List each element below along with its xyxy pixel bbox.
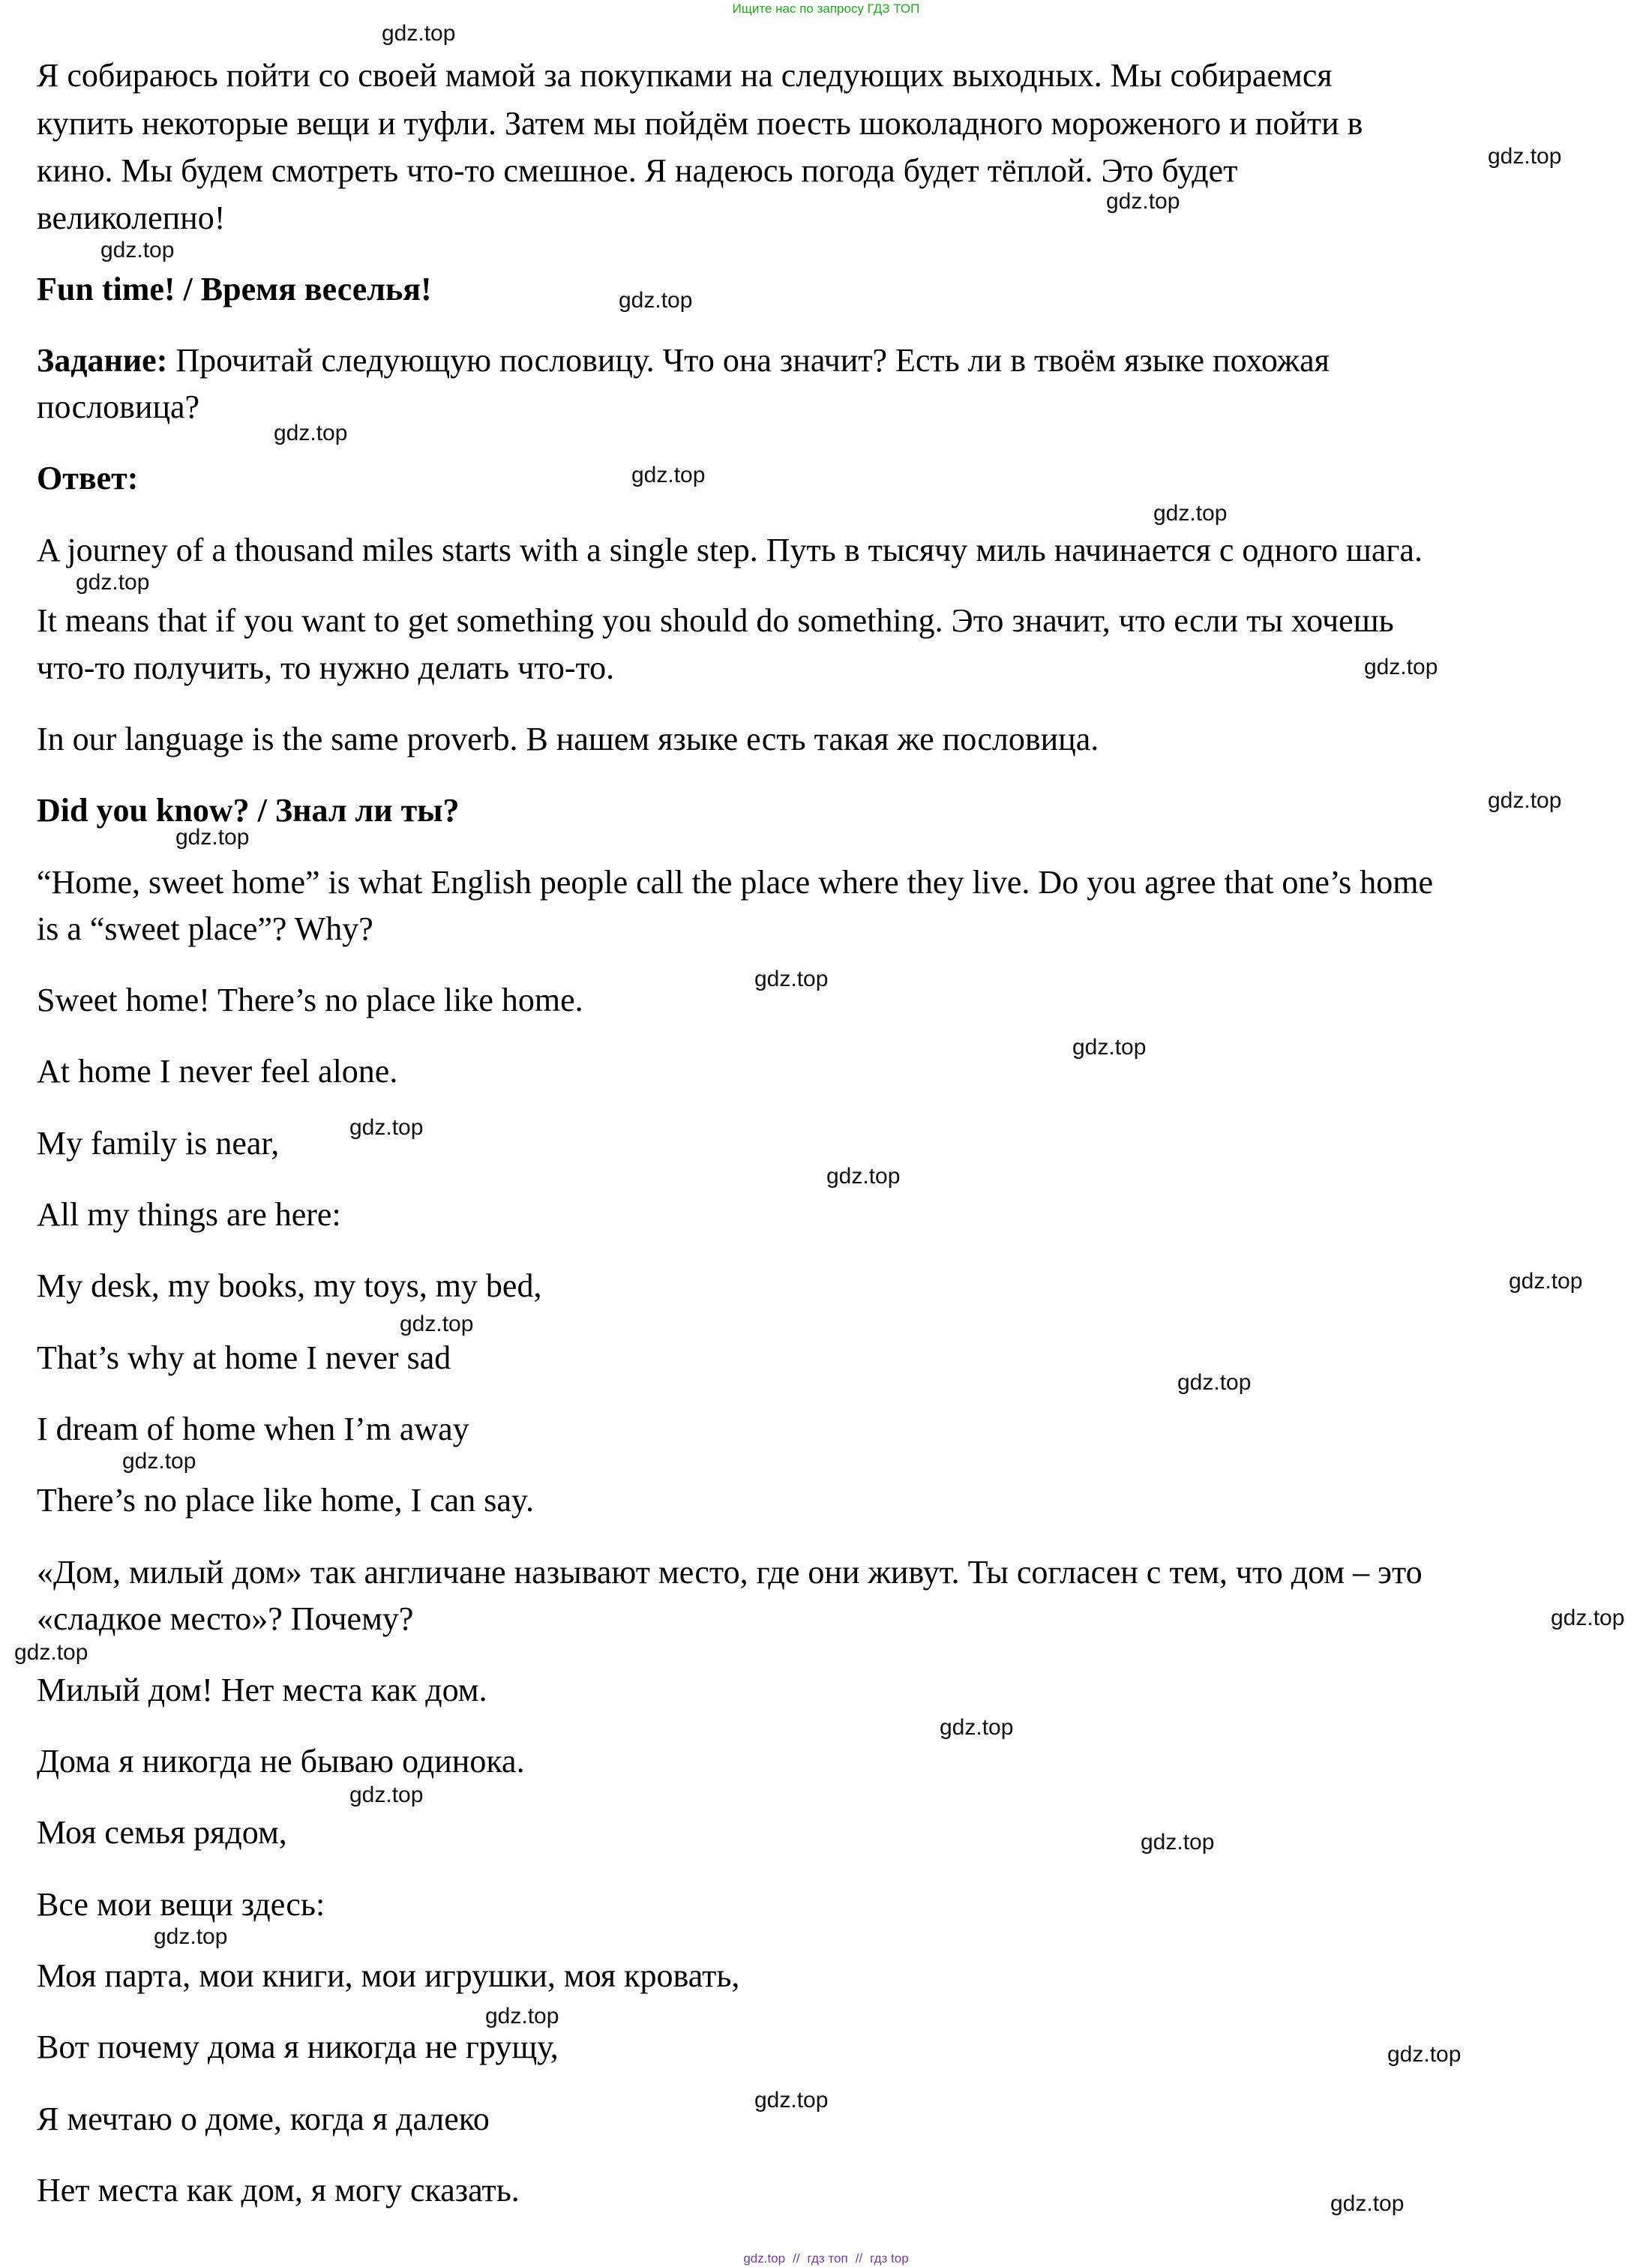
poem-en-line: My family is near, (37, 1125, 280, 1162)
paragraph-line: кино. Мы будем смотреть что-то смешное. Я надеюсь погода будет тёплой. Это будет (37, 152, 1238, 189)
poem-ru-line: Дома я никогда не бываю одинока. (37, 1743, 525, 1780)
did-you-know-heading: Did you know? / Знал ли ты? (37, 792, 460, 829)
watermark: gdz.top (754, 967, 829, 991)
poem-ru-line: Вот почему дома я никогда не грущу, (37, 2029, 559, 2065)
same-proverb-line: In our language is the same proverb. В нашем языке есть такая же пословица. (37, 721, 1099, 757)
watermark: gdz.top (122, 1449, 196, 1474)
paragraph-line: великолепно! (37, 199, 226, 236)
watermark: gdz.top (100, 238, 175, 262)
watermark: gdz.top (1141, 1830, 1215, 1855)
watermark: gdz.top (1488, 144, 1562, 169)
poem-ru-line: Моя семья рядом, (37, 1814, 287, 1851)
watermark: gdz.top (175, 825, 250, 850)
watermark: gdz.top (485, 2004, 559, 2029)
watermark: gdz.top (349, 1783, 424, 1807)
watermark: gdz.top (349, 1115, 424, 1140)
watermark: gdz.top (1551, 1606, 1625, 1630)
meaning-line: что-то получить, то нужно делать что-то. (37, 649, 615, 686)
poem-ru-line: Я мечтаю о доме, когда я далеко (37, 2101, 490, 2137)
watermark: gdz.top (274, 421, 348, 445)
watermark: gdz.top (619, 288, 693, 313)
watermark: gdz.top (1153, 501, 1228, 526)
poem-en-line: There’s no place like home, I can say. (37, 1482, 534, 1519)
task-line: пословица? (37, 388, 200, 425)
poem-en-line: All my things are here: (37, 1196, 341, 1233)
home-intro-line: “Home, sweet home” is what English people call the place where they live. Do you agree that one’s home (37, 864, 1434, 901)
watermark: gdz.top (1387, 2042, 1462, 2067)
footer-link[interactable]: gdz.top (743, 2251, 786, 2266)
proverb-line: A journey of a thousand miles starts with a single step. Путь в тысячу миль начинается с одного шага. (37, 532, 1423, 568)
answer-label: Ответ: (37, 460, 139, 496)
watermark: gdz.top (14, 1640, 88, 1665)
watermark: gdz.top (1509, 1269, 1583, 1294)
watermark: gdz.top (940, 1715, 1014, 1740)
footer-separator: // (793, 2251, 800, 2266)
watermark: gdz.top (382, 21, 456, 46)
footer-note (0, 2251, 1652, 2266)
task-line (37, 337, 1634, 384)
poem-ru-line: Нет места как дом, я могу сказать. (37, 2172, 520, 2209)
watermark: gdz.top (631, 463, 706, 487)
poem-en-line: Sweet home! There’s no place like home. (37, 982, 583, 1018)
fun-time-heading: Fun time! / Время веселья! (37, 271, 432, 307)
footer-link[interactable]: гдз топ (807, 2251, 848, 2266)
poem-ru-line: Милый дом! Нет места как дом. (37, 1672, 487, 1708)
home-intro-ru-line: «сладкое место»? Почему? (37, 1600, 414, 1637)
watermark: gdz.top (1330, 2191, 1405, 2216)
watermark: gdz.top (826, 1164, 901, 1189)
search-hint-banner: Ищите нас по запросу ГДЗ ТОП (732, 1, 920, 16)
home-intro-ru-line: «Дом, милый дом» так англичане называют место, где они живут. Ты согласен с тем, что дом – это (37, 1554, 1423, 1591)
footer-separator: // (855, 2251, 863, 2266)
home-intro-line: is a “sweet place”? Why? (37, 910, 373, 947)
poem-ru-line: Моя парта, мои книги, мои игрушки, моя кровать, (37, 1957, 740, 1994)
watermark: gdz.top (754, 2088, 829, 2113)
watermark: gdz.top (1364, 655, 1438, 679)
footer-link[interactable]: гдз top (870, 2251, 909, 2266)
poem-en-line: I dream of home when I’m away (37, 1411, 469, 1447)
meaning-line: It means that if you want to get something you should do something. Это значит, что если ты хочешь (37, 602, 1394, 639)
watermark: gdz.top (1106, 189, 1180, 214)
watermark: gdz.top (400, 1312, 474, 1336)
task-text: Прочитай следующую пословицу. Что она значит? Есть ли в твоём языке похожая (167, 342, 1330, 379)
task-label: Задание: (37, 342, 168, 379)
watermark: gdz.top (1072, 1035, 1147, 1060)
watermark: gdz.top (1177, 1370, 1252, 1395)
poem-en-line: My desk, my books, my toys, my bed, (37, 1267, 542, 1304)
poem-en-line: That’s why at home I never sad (37, 1339, 451, 1376)
watermark: gdz.top (154, 1924, 228, 1949)
poem-en-line: At home I never feel alone. (37, 1053, 398, 1090)
watermark: gdz.top (76, 570, 150, 595)
paragraph-line: Я собираюсь пойти со своей мамой за покупками на следующих выходных. Мы собираемся (37, 57, 1333, 94)
poem-ru-line: Все мои вещи здесь: (37, 1886, 325, 1923)
paragraph-line: купить некоторые вещи и туфли. Затем мы пойдём поесть шоколадного мороженого и пойти в (37, 105, 1363, 142)
watermark: gdz.top (1488, 788, 1562, 813)
